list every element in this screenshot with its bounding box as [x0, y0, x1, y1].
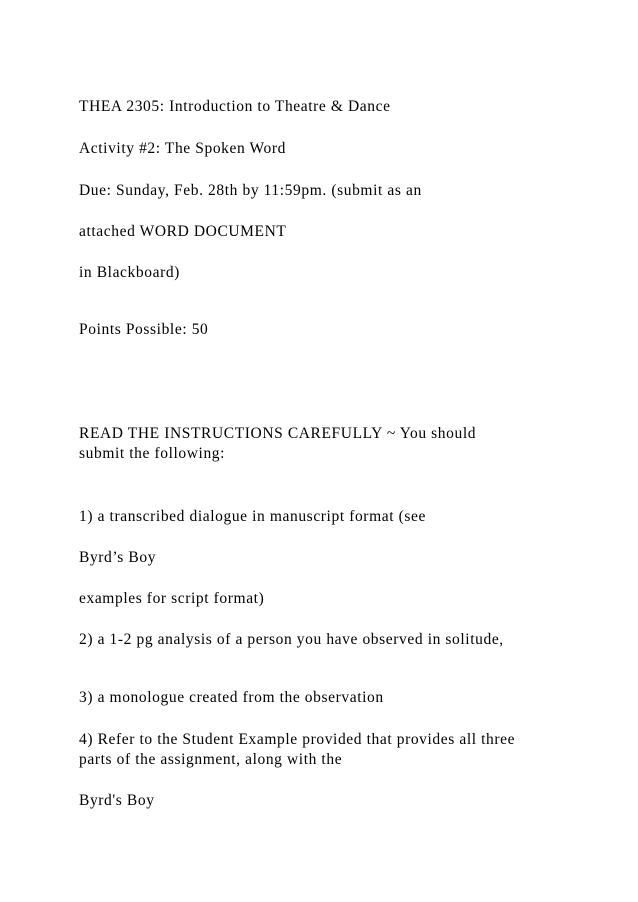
- item-4-line-2: parts of the assignment, along with the: [79, 751, 343, 768]
- activity-title: Activity #2: The Spoken Word: [79, 140, 286, 157]
- item-4-line-1: 4) Refer to the Student Example provided that provides all three: [79, 731, 516, 748]
- item-4-line-3: Byrd's Boy: [79, 792, 155, 809]
- item-1-line-1: 1) a transcribed dialogue in manuscript format (see: [79, 508, 426, 525]
- item-1-line-2: Byrd’s Boy: [79, 549, 157, 566]
- due-date-line-1: Due: Sunday, Feb. 28th by 11:59pm. (submit as an: [79, 182, 422, 199]
- item-1-line-3: examples for script format): [79, 590, 265, 607]
- instructions-line-1: READ THE INSTRUCTIONS CAREFULLY ~ You should: [79, 425, 477, 442]
- item-2: 2) a 1-2 pg analysis of a person you have observed in solitude,: [79, 631, 504, 648]
- course-title: THEA 2305: Introduction to Theatre & Dance: [79, 98, 391, 115]
- due-date-line-3: in Blackboard): [79, 264, 180, 281]
- due-date-line-2: attached WORD DOCUMENT: [79, 223, 287, 240]
- points-possible: Points Possible: 50: [79, 321, 209, 338]
- item-3: 3) a monologue created from the observation: [79, 689, 384, 706]
- instructions-line-2: submit the following:: [79, 445, 226, 462]
